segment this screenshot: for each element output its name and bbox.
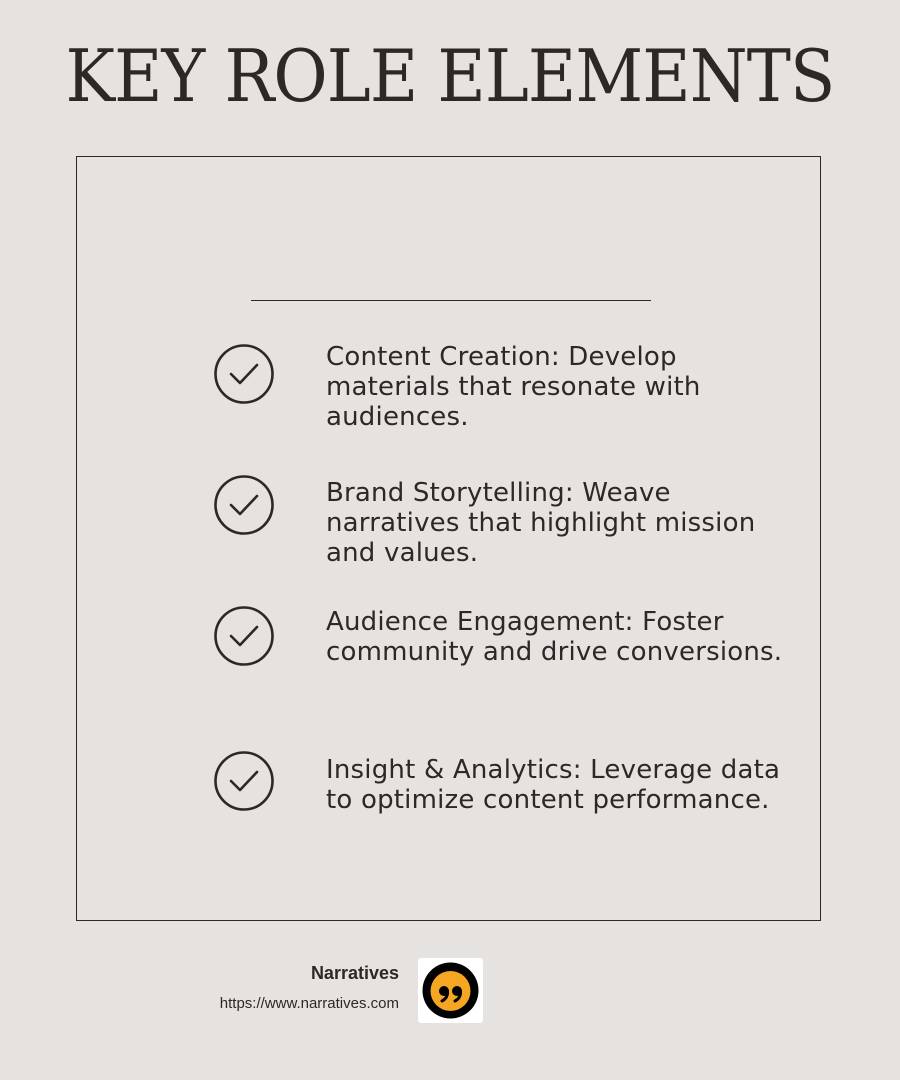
content-card — [76, 156, 821, 921]
check-circle-icon — [213, 474, 275, 536]
list-item-text: Insight & Analytics: Leverage data to optimize content performance. — [326, 755, 781, 815]
check-circle-icon — [213, 750, 275, 812]
list-item-text: Content Creation: Develop materials that resonate with audiences. — [326, 342, 701, 432]
check-circle-icon — [213, 343, 275, 405]
page-title: KEY ROLE ELEMENTS — [65, 34, 835, 118]
check-circle-icon — [213, 605, 275, 667]
quote-bubble-logo-icon — [418, 958, 483, 1023]
divider — [251, 300, 651, 301]
list-item-text: Audience Engagement: Foster community and drive conversions. — [326, 607, 783, 667]
brand-logo — [418, 958, 483, 1023]
brand-url[interactable]: https://www.narratives.com — [219, 995, 399, 1012]
brand-name: Narratives — [310, 963, 399, 983]
list-item-text: Brand Storytelling: Weave narratives that highlight mission and values. — [326, 478, 756, 568]
